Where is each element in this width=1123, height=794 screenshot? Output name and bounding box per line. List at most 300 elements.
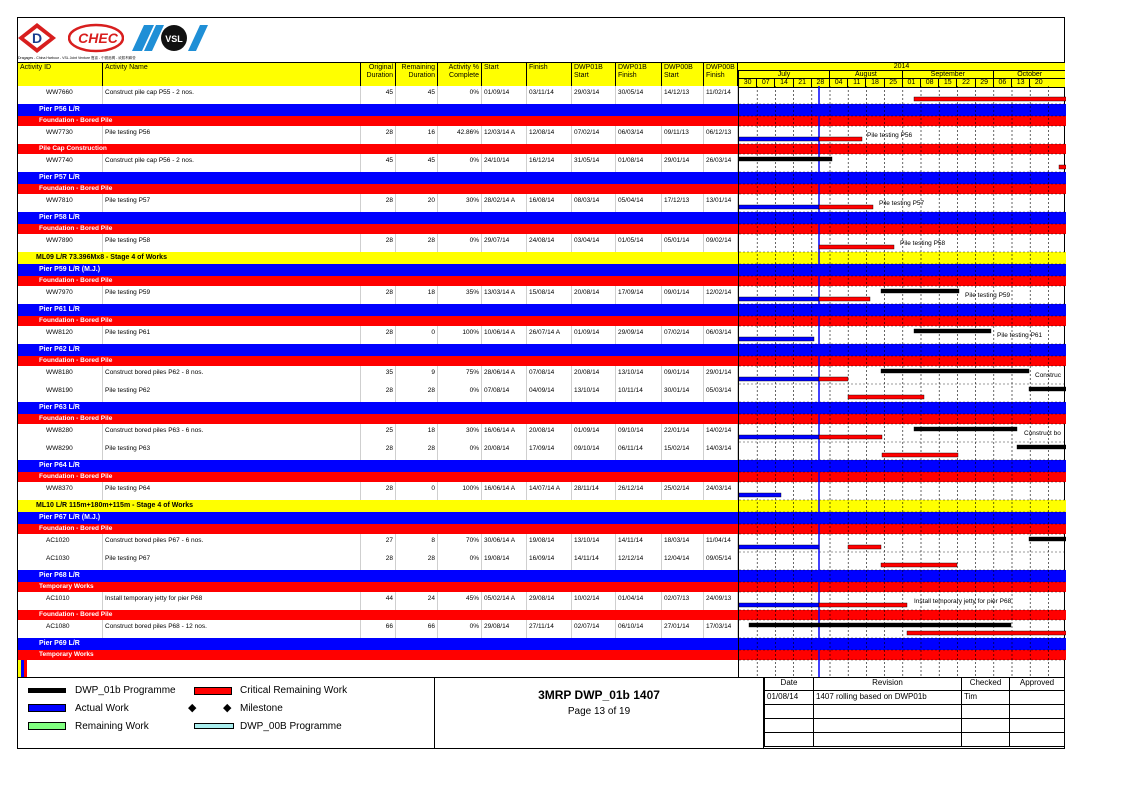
col-dwp00b-finish[interactable]: DWP00B Finish <box>704 63 738 87</box>
cell-name: Pile testing P56 <box>103 126 361 144</box>
wbs-pier-band[interactable]: Pier P58 L/R <box>18 212 738 224</box>
legend-baseline-label: DWP_01b Programme <box>75 685 176 696</box>
cell-b0s: 12/04/14 <box>662 552 704 570</box>
baseline-bar <box>1029 537 1066 541</box>
gantt-bar-label: Construct bo <box>1024 430 1061 437</box>
gantt-band <box>739 224 1066 234</box>
revision-cell: Tim <box>962 691 1010 705</box>
cell-rd: 45 <box>396 154 438 172</box>
activity-row[interactable] <box>18 234 738 252</box>
cell-id: WW7740 <box>18 154 103 172</box>
timescale-week: 14 <box>774 79 792 87</box>
timescale-week: 30 <box>738 79 756 87</box>
wbs-pier-band[interactable]: Pier P68 L/R <box>18 570 738 582</box>
cell-b0s: 27/01/14 <box>662 620 704 638</box>
activity-row[interactable] <box>18 86 738 104</box>
cell-rd: 0 <box>396 326 438 344</box>
cell-finish: 07/08/14 <box>527 366 572 384</box>
cell-id: WW8190 <box>18 384 103 402</box>
revision-cell <box>1010 719 1065 733</box>
critical-bar <box>819 297 870 301</box>
wbs-work-band[interactable]: Foundation - Bored Pile <box>18 276 738 286</box>
col-dwp01b-finish[interactable]: DWP01B Finish <box>616 63 662 87</box>
cell-name: Pile testing P64 <box>103 482 361 500</box>
wbs-work-band[interactable]: Foundation - Bored Pile <box>18 316 738 326</box>
timescale-week: 11 <box>847 79 865 87</box>
activity-row[interactable] <box>18 534 738 552</box>
cell-b1f: 01/08/14 <box>616 154 662 172</box>
svg-text:VSL: VSL <box>165 34 183 44</box>
gantt-grid <box>739 86 1066 677</box>
cell-b0f: 09/05/14 <box>704 552 738 570</box>
wbs-work-band[interactable]: Temporary Works <box>18 582 738 592</box>
critical-bar <box>819 205 873 209</box>
revision-cell <box>764 733 814 747</box>
cell-start: 30/06/14 A <box>482 534 527 552</box>
cell-b0s: 30/01/14 <box>662 384 704 402</box>
cell-b0f: 14/03/14 <box>704 442 738 460</box>
wbs-pier-band[interactable]: Pier P59 L/R (M.J.) <box>18 264 738 276</box>
wbs-work-band[interactable]: Foundation - Bored Pile <box>18 184 738 194</box>
cell-b0f: 14/02/14 <box>704 424 738 442</box>
cell-od: 28 <box>361 194 396 212</box>
cell-pc: 100% <box>438 482 482 500</box>
activity-row[interactable] <box>18 442 738 460</box>
gantt-bar-label: Pile testing P57 <box>879 200 925 207</box>
cell-name: Pile testing P67 <box>103 552 361 570</box>
actual-bar <box>739 137 819 141</box>
cell-finish: 04/09/14 <box>527 384 572 402</box>
timescale-week: 15 <box>938 79 956 87</box>
cell-finish: 27/11/14 <box>527 620 572 638</box>
cell-b0s: 18/03/14 <box>662 534 704 552</box>
cell-od: 28 <box>361 552 396 570</box>
cell-b0f: 13/01/14 <box>704 194 738 212</box>
critical-bar <box>819 377 848 381</box>
cell-name: Pile testing P59 <box>103 286 361 304</box>
activity-row[interactable] <box>18 286 738 304</box>
cell-rd: 9 <box>396 366 438 384</box>
cell-id: WW8280 <box>18 424 103 442</box>
revision-cell <box>764 719 814 733</box>
revision-cell <box>814 719 962 733</box>
cell-b1s: 31/05/14 <box>572 154 616 172</box>
cell-rd: 18 <box>396 286 438 304</box>
cell-finish: 20/08/14 <box>527 424 572 442</box>
col-start[interactable]: Start <box>482 63 527 87</box>
cell-b0f: 09/02/14 <box>704 234 738 252</box>
wbs-work-band[interactable]: Foundation - Bored Pile <box>18 414 738 424</box>
cell-id: WW7660 <box>18 86 103 104</box>
legend-actual-label: Actual Work <box>75 703 129 714</box>
cell-rd: 20 <box>396 194 438 212</box>
cell-finish: 19/08/14 <box>527 534 572 552</box>
cell-rd: 28 <box>396 442 438 460</box>
cell-b0s: 22/01/14 <box>662 424 704 442</box>
cell-b0s: 14/12/13 <box>662 86 704 104</box>
timescale-week: 25 <box>884 79 902 87</box>
revision-cell <box>962 719 1010 733</box>
cell-id: AC1020 <box>18 534 103 552</box>
cell-b1s: 02/07/14 <box>572 620 616 638</box>
actual-bar <box>739 493 781 497</box>
table-header <box>18 62 738 88</box>
timescale-month: August <box>829 71 902 79</box>
cell-od: 44 <box>361 592 396 610</box>
revision-header: Checked <box>962 677 1010 691</box>
svg-text:CHEC: CHEC <box>78 30 118 46</box>
legend-actual-swatch <box>28 704 66 712</box>
revision-cell <box>1010 733 1065 747</box>
cell-start: 05/02/14 A <box>482 592 527 610</box>
cell-id: WW7890 <box>18 234 103 252</box>
wbs-work-band[interactable]: Foundation - Bored Pile <box>18 472 738 482</box>
cell-start: 29/08/14 <box>482 620 527 638</box>
critical-bar <box>907 631 1066 635</box>
timescale-week: 04 <box>829 79 847 87</box>
cell-id: WW7810 <box>18 194 103 212</box>
cell-b1s: 09/10/14 <box>572 442 616 460</box>
gantt-bar-label: Pile testing P56 <box>867 132 913 139</box>
gantt-band <box>739 184 1066 194</box>
cell-b0f: 05/03/14 <box>704 384 738 402</box>
cell-b1f: 29/09/14 <box>616 326 662 344</box>
wbs-pier-band[interactable]: Pier P57 L/R <box>18 172 738 184</box>
critical-bar <box>819 603 907 607</box>
revision-cell: 1407 rolling based on DWP01b <box>814 691 962 705</box>
cell-b0f: 26/03/14 <box>704 154 738 172</box>
cell-pc: 100% <box>438 326 482 344</box>
activity-table <box>18 86 738 677</box>
wbs-work-band[interactable]: Foundation - Bored Pile <box>18 356 738 366</box>
cell-b0f: 06/03/14 <box>704 326 738 344</box>
critical-bar <box>848 545 881 549</box>
cell-finish: 15/08/14 <box>527 286 572 304</box>
activity-row[interactable] <box>18 384 738 402</box>
baseline-bar <box>914 427 1017 431</box>
cell-rd: 0 <box>396 482 438 500</box>
cell-name: Pile testing P63 <box>103 442 361 460</box>
cell-id: WW8370 <box>18 482 103 500</box>
cell-start: 19/08/14 <box>482 552 527 570</box>
cell-name: Pile testing P57 <box>103 194 361 212</box>
cell-id: WW8180 <box>18 366 103 384</box>
cell-finish: 12/08/14 <box>527 126 572 144</box>
chec-logo <box>68 23 124 53</box>
gantt-band <box>739 316 1066 326</box>
cell-od: 25 <box>361 424 396 442</box>
cell-pc: 70% <box>438 534 482 552</box>
wbs-pier-band[interactable]: Pier P61 L/R <box>18 304 738 316</box>
col-original-duration[interactable]: Original Duration <box>361 63 396 87</box>
gantt-band <box>739 524 1066 534</box>
cell-b0s: 09/01/14 <box>662 366 704 384</box>
cell-name: Construct bored piles P67 - 6 nos. <box>103 534 361 552</box>
col-activity-name[interactable]: Activity Name <box>103 63 361 87</box>
cell-pc: 0% <box>438 442 482 460</box>
critical-bar <box>819 435 882 439</box>
cell-start: 01/09/14 <box>482 86 527 104</box>
cell-pc: 0% <box>438 620 482 638</box>
cell-od: 28 <box>361 286 396 304</box>
cell-pc: 42.86% <box>438 126 482 144</box>
wbs-pier-band[interactable]: Pier P56 L/R <box>18 104 738 116</box>
cell-id: AC1010 <box>18 592 103 610</box>
wbs-stage-band[interactable]: ML09 L/R 73.396Mx8 - Stage 4 of Works <box>18 252 738 264</box>
activity-row[interactable] <box>18 620 738 638</box>
timescale-year: 2014 <box>738 63 1065 71</box>
cell-name: Construct bored piles P63 - 6 nos. <box>103 424 361 442</box>
col-percent-complete[interactable]: Activity % Complete <box>438 63 482 87</box>
col-finish[interactable]: Finish <box>527 63 572 87</box>
cell-b1f: 06/11/14 <box>616 442 662 460</box>
dragages-logo <box>18 23 56 53</box>
cell-rd: 16 <box>396 126 438 144</box>
cell-b1s: 14/11/14 <box>572 552 616 570</box>
cell-od: 45 <box>361 154 396 172</box>
critical-bar <box>914 97 1066 101</box>
revision-cell <box>962 733 1010 747</box>
cell-b0s: 17/12/13 <box>662 194 704 212</box>
critical-bar <box>881 563 957 567</box>
cell-b1f: 30/05/14 <box>616 86 662 104</box>
cell-b0s: 29/01/14 <box>662 154 704 172</box>
cell-start: 16/06/14 A <box>482 424 527 442</box>
revision-header: Revision <box>814 677 962 691</box>
timescale-month: September <box>902 71 993 79</box>
page-number: Page 13 of 19 <box>567 706 631 717</box>
timescale-week: 06 <box>993 79 1011 87</box>
col-activity-id[interactable]: Activity ID <box>18 63 103 87</box>
cell-b1f: 01/05/14 <box>616 234 662 252</box>
activity-row[interactable] <box>18 482 738 500</box>
cell-name: Pile testing P62 <box>103 384 361 402</box>
cell-b1s: 28/11/14 <box>572 482 616 500</box>
wbs-pier-band[interactable]: Pier P63 L/R <box>18 402 738 414</box>
cell-name: Construct bored piles P68 - 12 nos. <box>103 620 361 638</box>
revision-header: Approved <box>1010 677 1065 691</box>
cell-b0s: 07/02/14 <box>662 326 704 344</box>
gantt-timescale <box>738 62 1065 88</box>
timescale-week: 07 <box>756 79 774 87</box>
cell-pc: 45% <box>438 592 482 610</box>
cell-finish: 16/09/14 <box>527 552 572 570</box>
cell-b1s: 29/03/14 <box>572 86 616 104</box>
actual-bar <box>739 435 819 439</box>
legend-remaining-label: Remaining Work <box>75 721 149 732</box>
timescale-week: 18 <box>865 79 883 87</box>
wbs-stage-band[interactable]: ML10 L/R 115m+180m+115m - Stage 4 of Works <box>18 500 738 512</box>
baseline-bar <box>914 329 991 333</box>
cell-b1s: 01/09/14 <box>572 424 616 442</box>
cell-b1s: 08/03/14 <box>572 194 616 212</box>
legend-dwp00b-label: DWP_00B Programme <box>240 721 342 732</box>
actual-bar <box>739 545 819 549</box>
cell-id: WW7730 <box>18 126 103 144</box>
revision-header: Date <box>764 677 814 691</box>
cell-start: 28/02/14 A <box>482 194 527 212</box>
wbs-work-band[interactable]: Pile Cap Construction <box>18 144 738 154</box>
activity-row[interactable] <box>18 326 738 344</box>
cell-pc: 0% <box>438 384 482 402</box>
cell-od: 28 <box>361 384 396 402</box>
timescale-week: 28 <box>811 79 829 87</box>
cell-pc: 0% <box>438 86 482 104</box>
wbs-work-band[interactable]: Temporary Works <box>18 650 738 660</box>
cell-b0f: 24/03/14 <box>704 482 738 500</box>
cell-b0s: 05/01/14 <box>662 234 704 252</box>
activity-row[interactable] <box>18 592 738 610</box>
cell-b0s: 09/01/14 <box>662 286 704 304</box>
cell-start: 10/06/14 A <box>482 326 527 344</box>
cell-b1s: 20/08/14 <box>572 286 616 304</box>
revision-cell <box>814 705 962 719</box>
cell-b1f: 17/09/14 <box>616 286 662 304</box>
col-dwp01b-start[interactable]: DWP01B Start <box>572 63 616 87</box>
cell-start: 07/08/14 <box>482 384 527 402</box>
timescale-week: 29 <box>975 79 993 87</box>
wbs-work-band[interactable]: Foundation - Bored Pile <box>18 224 738 234</box>
col-dwp00b-start[interactable]: DWP00B Start <box>662 63 704 87</box>
actual-bar <box>739 205 819 209</box>
wbs-work-band[interactable]: Foundation - Bored Pile <box>18 116 738 126</box>
revision-table <box>764 677 1065 749</box>
revision-cell <box>962 705 1010 719</box>
cell-pc: 30% <box>438 194 482 212</box>
cell-b0f: 06/12/13 <box>704 126 738 144</box>
cell-od: 28 <box>361 482 396 500</box>
timescale-month: July <box>738 71 829 79</box>
cell-pc: 35% <box>438 286 482 304</box>
gantt-band <box>739 116 1066 126</box>
title-block <box>434 677 764 749</box>
cell-b0f: 17/03/14 <box>704 620 738 638</box>
cell-rd: 28 <box>396 234 438 252</box>
cell-finish: 29/08/14 <box>527 592 572 610</box>
wbs-work-band[interactable]: Foundation - Bored Pile <box>18 524 738 534</box>
cell-start: 24/10/14 <box>482 154 527 172</box>
activity-row[interactable] <box>18 126 738 144</box>
critical-bar <box>848 395 924 399</box>
cell-pc: 0% <box>438 552 482 570</box>
cell-id: WW8290 <box>18 442 103 460</box>
cell-b1f: 06/10/14 <box>616 620 662 638</box>
critical-bar <box>819 245 894 249</box>
svg-text:D: D <box>31 30 43 46</box>
revision-cell <box>1010 705 1065 719</box>
cell-name: Pile testing P58 <box>103 234 361 252</box>
wbs-work-band[interactable]: Foundation - Bored Pile <box>18 610 738 620</box>
cell-rd: 18 <box>396 424 438 442</box>
cell-rd: 28 <box>396 552 438 570</box>
revision-cell <box>764 705 814 719</box>
cell-b0s: 09/11/13 <box>662 126 704 144</box>
baseline-bar <box>749 623 1011 627</box>
legend-remaining-swatch <box>28 722 66 730</box>
cell-start: 13/03/14 A <box>482 286 527 304</box>
gantt-band <box>739 472 1066 482</box>
cell-id: AC1080 <box>18 620 103 638</box>
activity-row[interactable] <box>18 366 738 384</box>
cell-name: Construct pile cap P56 - 2 nos. <box>103 154 361 172</box>
cell-start: 12/03/14 A <box>482 126 527 144</box>
cell-b1f: 06/03/14 <box>616 126 662 144</box>
logo-caption: Dragages - China Harbour - VSL Joint Venture 寶嘉 - 中國港灣 - 威勝利聯營 <box>18 56 136 60</box>
gantt-chart <box>738 86 1066 677</box>
critical-bar <box>819 137 862 141</box>
cell-b1s: 13/10/14 <box>572 384 616 402</box>
cell-start: 20/08/14 <box>482 442 527 460</box>
cell-b1f: 10/11/14 <box>616 384 662 402</box>
baseline-bar <box>1029 387 1066 391</box>
actual-bar <box>739 377 819 381</box>
cell-b1s: 07/02/14 <box>572 126 616 144</box>
cell-finish: 26/07/14 A <box>527 326 572 344</box>
timescale-week: 01 <box>902 79 920 87</box>
cell-b1f: 13/10/14 <box>616 366 662 384</box>
cell-rd: 66 <box>396 620 438 638</box>
cell-finish: 03/11/14 <box>527 86 572 104</box>
timescale-month: October <box>993 71 1065 79</box>
revision-cell <box>814 733 962 747</box>
baseline-bar <box>1017 445 1066 449</box>
wbs-pier-band[interactable]: Pier P62 L/R <box>18 344 738 356</box>
cell-rd: 28 <box>396 384 438 402</box>
gantt-bar-label: Install temporary jetty for pier P68 <box>914 598 1012 605</box>
wbs-pier-band[interactable]: Pier P67 L/R (M.J.) <box>18 512 738 524</box>
activity-row[interactable] <box>18 552 738 570</box>
cell-id: AC1030 <box>18 552 103 570</box>
cell-name: Install temporary jetty for pier P68 <box>103 592 361 610</box>
activity-row[interactable] <box>18 194 738 212</box>
wbs-pier-band[interactable]: Pier P64 L/R <box>18 460 738 472</box>
cell-pc: 75% <box>438 366 482 384</box>
timescale-week: 13 <box>1011 79 1029 87</box>
cell-b0f: 11/02/14 <box>704 86 738 104</box>
activity-row[interactable] <box>18 424 738 442</box>
cell-od: 28 <box>361 442 396 460</box>
baseline-bar <box>739 157 832 161</box>
cell-start: 29/07/14 <box>482 234 527 252</box>
timescale-week: 08 <box>920 79 938 87</box>
timescale-week: 21 <box>793 79 811 87</box>
cell-b1f: 09/10/14 <box>616 424 662 442</box>
legend-critical-swatch <box>194 687 232 695</box>
col-remaining-duration[interactable]: Remaining Duration <box>396 63 438 87</box>
cell-pc: 0% <box>438 234 482 252</box>
critical-bar <box>1059 165 1066 169</box>
cell-b0f: 24/09/13 <box>704 592 738 610</box>
gantt-bar-label: Pile testing P59 <box>965 292 1011 299</box>
gantt-bar-label: Pile testing P61 <box>997 332 1043 339</box>
critical-bar <box>882 453 958 457</box>
milestone-diamond-icon: ◆ <box>223 702 232 714</box>
cell-b1s: 03/04/14 <box>572 234 616 252</box>
wbs-pier-band[interactable]: Pier P69 L/R <box>18 638 738 650</box>
timescale-week: 20 <box>1029 79 1047 87</box>
cell-od: 27 <box>361 534 396 552</box>
cell-finish: 16/08/14 <box>527 194 572 212</box>
cell-finish: 14/07/14 A <box>527 482 572 500</box>
legend-dwp00b-swatch <box>194 723 234 729</box>
actual-bar <box>739 603 819 607</box>
cell-rd: 24 <box>396 592 438 610</box>
cell-b0s: 02/07/13 <box>662 592 704 610</box>
actual-bar <box>739 337 814 341</box>
activity-row[interactable] <box>18 154 738 172</box>
document-title: 3MRP DWP_01b 1407 <box>538 688 660 702</box>
gantt-band <box>739 276 1066 286</box>
